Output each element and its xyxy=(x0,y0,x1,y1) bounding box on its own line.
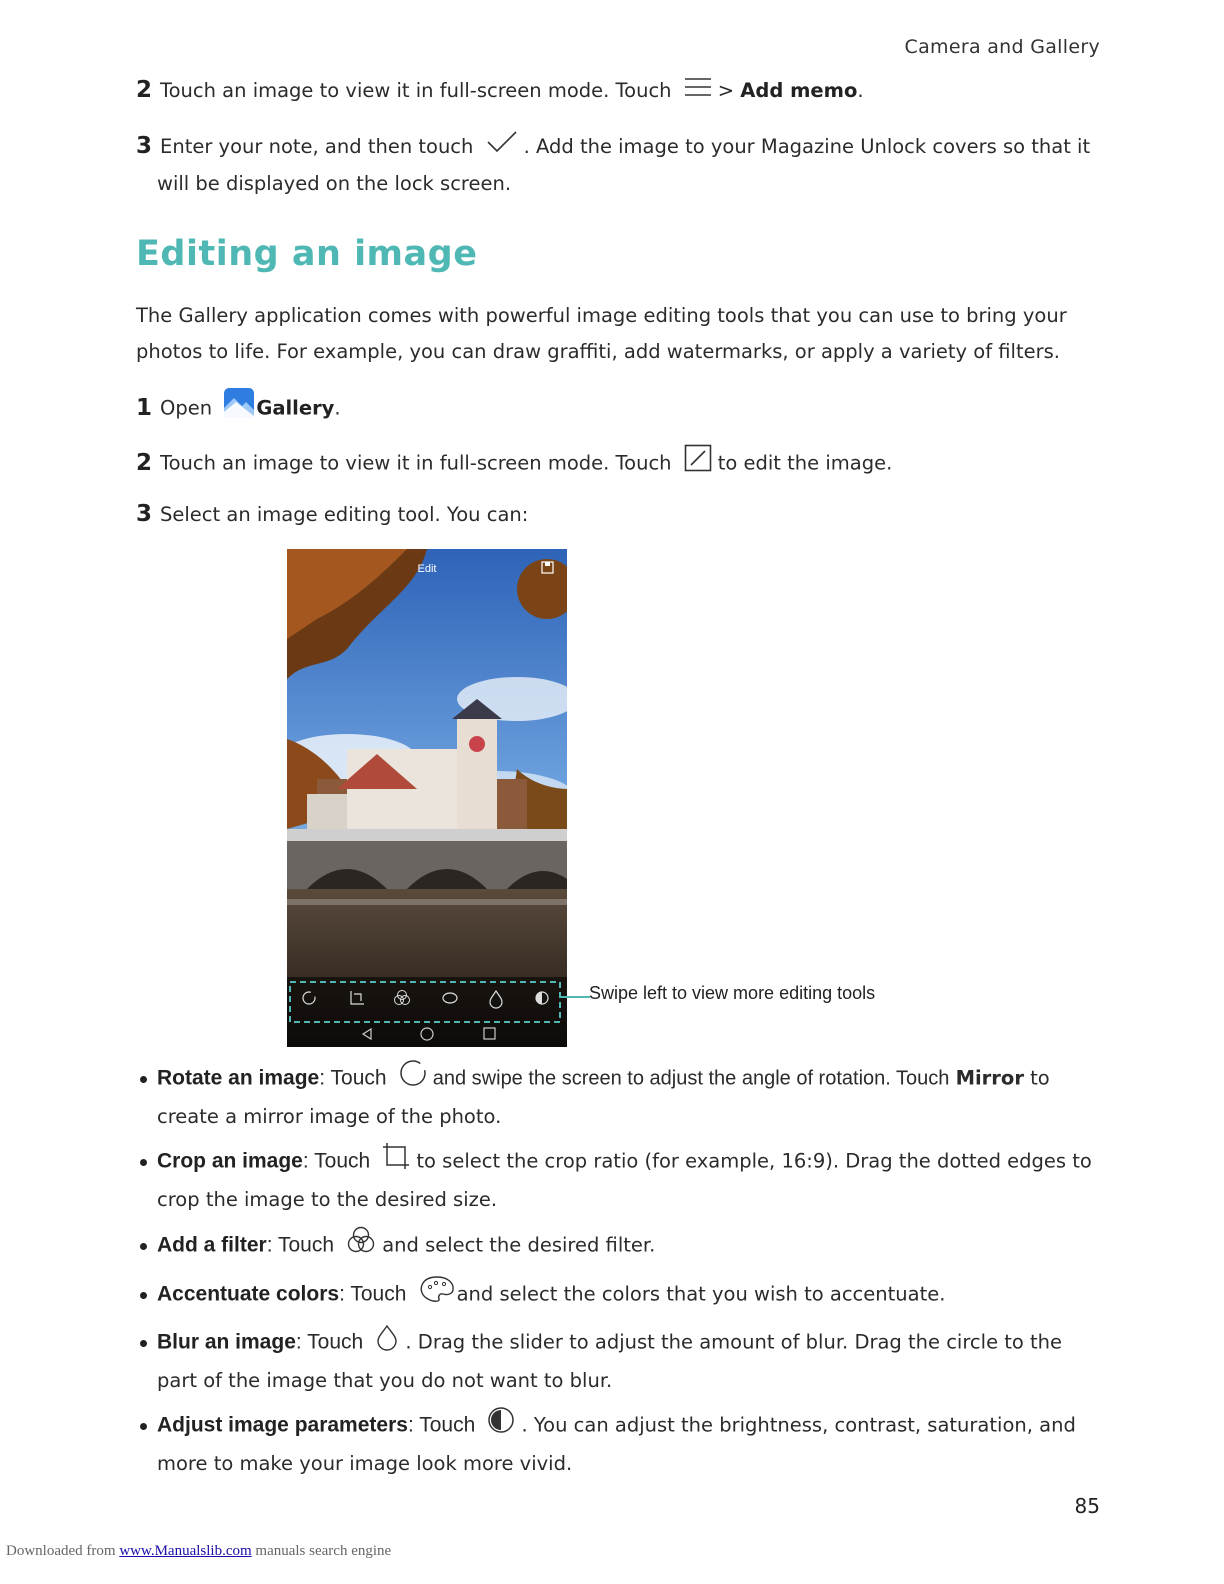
edit-screen-screenshot xyxy=(287,549,567,1047)
blur-icon xyxy=(375,1323,399,1363)
color-palette-icon xyxy=(419,1275,455,1315)
bullet-adjust: Adjust image parameters: Touch . You can adjust the brightness, contrast, saturation, and more to make your image look more vivid. xyxy=(136,1406,1096,1482)
filter-icon xyxy=(346,1226,376,1266)
bullet-crop: Crop an image: Touch to select the crop ratio (for example, 16:9). Drag the dotted edges to crop the image to the desired size. xyxy=(136,1142,1096,1218)
step-2-edit: 2 Touch an image to view it in full-screen mode. Touch to edit the image. xyxy=(136,444,892,484)
section-title: Editing an image xyxy=(136,234,478,274)
edit-screen-image xyxy=(287,549,567,1047)
crop-icon xyxy=(382,1142,410,1182)
bullet-filter: Add a filter: Touch and select the desired filter. xyxy=(136,1226,1096,1266)
menu-icon xyxy=(684,74,712,110)
rotate-icon xyxy=(399,1059,427,1099)
bullet-blur: Blur an image: Touch . Drag the slider to adjust the amount of blur. Drag the circle to the part of the image that you do not want to blur. xyxy=(136,1323,1096,1399)
step-1-open-gallery: 1 Open Gallery. xyxy=(136,388,341,430)
step-2-add-memo: 2 Touch an image to view it in full-screen mode. Touch > Add memo. xyxy=(136,72,864,110)
footer: Downloaded from www.Manualslib.com manuals search engine xyxy=(6,1543,392,1559)
bullet-rotate: Rotate an image: Touch and swipe the screen to adjust the angle of rotation. Touch Mirror to create a mirror image of the photo. xyxy=(136,1059,1096,1135)
checkmark-icon xyxy=(486,130,518,166)
bullet-accentuate: Accentuate colors: Touch and select the colors that you wish to accentuate. xyxy=(136,1275,1096,1315)
step-3-continuation: will be displayed on the lock screen. xyxy=(157,172,512,195)
step-3-enter-note: 3 Enter your note, and then touch . Add the image to your Magazine Unlock covers so that it xyxy=(136,128,1090,166)
edit-icon xyxy=(684,444,712,484)
chapter-header: Camera and Gallery xyxy=(904,36,1100,58)
adjust-icon xyxy=(487,1406,515,1446)
page-number: 85 xyxy=(1074,1494,1100,1518)
callout-line xyxy=(560,996,590,998)
step-number: 2 xyxy=(136,77,153,103)
add-memo-label: Add memo xyxy=(740,79,858,102)
gallery-app-icon xyxy=(224,388,254,430)
manualslib-link[interactable]: www.Manualslib.com xyxy=(119,1543,252,1559)
section-intro: The Gallery application comes with powerful image editing tools that you can use to bring your photos to life. For example, you can draw graffiti, add watermarks, or apply a variety of filters. xyxy=(136,304,1067,363)
callout-text: Swipe left to view more editing tools xyxy=(589,983,876,1003)
edit-title: Edit xyxy=(417,563,437,575)
gallery-label: Gallery xyxy=(256,396,335,420)
step-3-select-tool: 3 Select an image editing tool. You can: xyxy=(136,501,529,527)
